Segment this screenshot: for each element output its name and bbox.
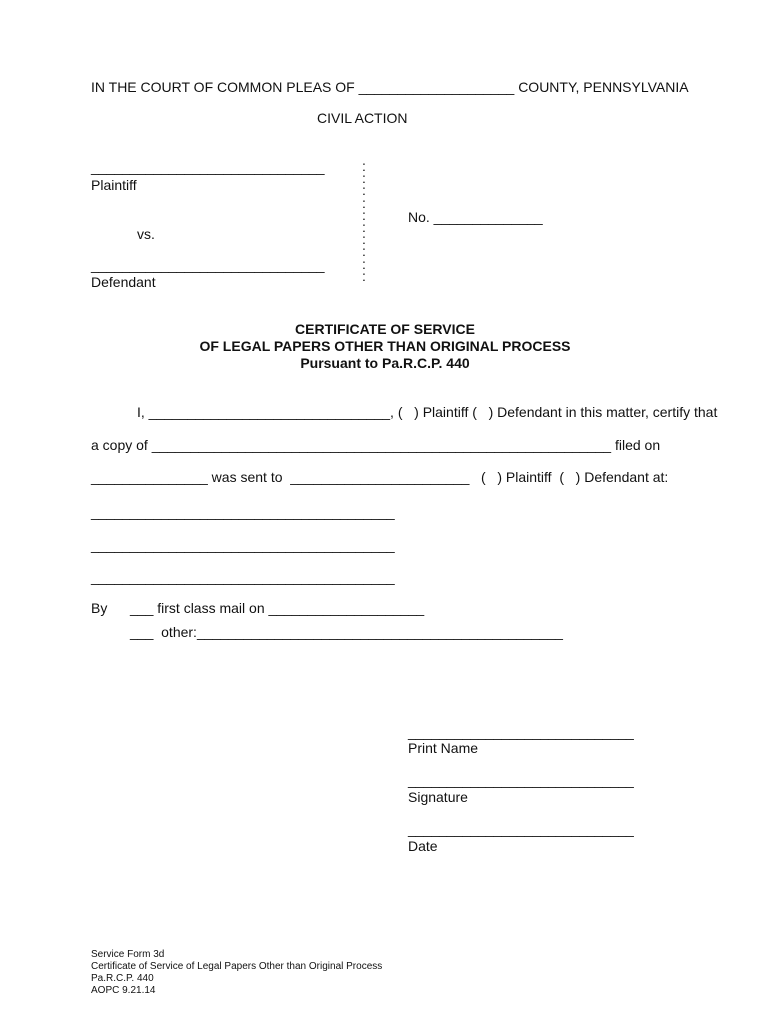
defendant-label: Defendant [91,274,156,290]
footer-form-title: Certificate of Service of Legal Papers Other than Original Process [91,961,383,972]
court-heading: IN THE COURT OF COMMON PLEAS OF ____________________ COUNTY, PENNSYLVANIA [91,79,689,95]
defendant-name-field[interactable]: ______________________________ [91,257,325,273]
address-line-3[interactable]: _______________________________________ [91,569,395,585]
docket-number-field[interactable]: No. ______________ [408,209,543,225]
date-label: Date [408,838,438,854]
by-label: By [91,600,108,616]
signature-label: Signature [408,789,468,805]
plaintiff-name-field[interactable]: ______________________________ [91,159,325,175]
first-class-mail-option[interactable]: ___ first class mail on ____________________ [130,600,425,616]
sent-to-field[interactable]: _______________ was sent to _______________________ ( ) Plaintiff ( ) Defendant at: [91,469,669,485]
certify-statement[interactable]: I, _______________________________, ( ) Plaintiff ( ) Defendant in this matter, certify that [137,404,718,420]
footer-form-id: Service Form 3d [91,949,165,960]
footer-revision: AOPC 9.21.14 [91,985,156,996]
certificate-subtitle: OF LEGAL PAPERS OTHER THAN ORIGINAL PROCESS [199,338,571,354]
vs-label: vs. [137,226,155,242]
plaintiff-label: Plaintiff [91,177,137,193]
print-name-label: Print Name [408,740,479,756]
copy-of-field[interactable]: a copy of ___________________________________________________________ filed on [91,437,661,453]
civil-action-heading: CIVIL ACTION [317,110,408,126]
footer-rule: Pa.R.C.P. 440 [91,973,154,984]
print-name-field[interactable]: _____________________________ [408,724,634,740]
certificate-title: CERTIFICATE OF SERVICE [295,321,475,337]
rule-reference: Pursuant to Pa.R.C.P. 440 [300,355,470,371]
address-line-1[interactable]: _______________________________________ [91,504,395,520]
other-method-option[interactable]: ___ other:_______________________________________________ [130,624,563,640]
caption-separator: : : : : : : : : : : [362,158,366,284]
address-line-2[interactable]: _______________________________________ [91,537,395,553]
date-field[interactable]: _____________________________ [408,821,634,837]
signature-field[interactable]: _____________________________ [408,772,634,788]
